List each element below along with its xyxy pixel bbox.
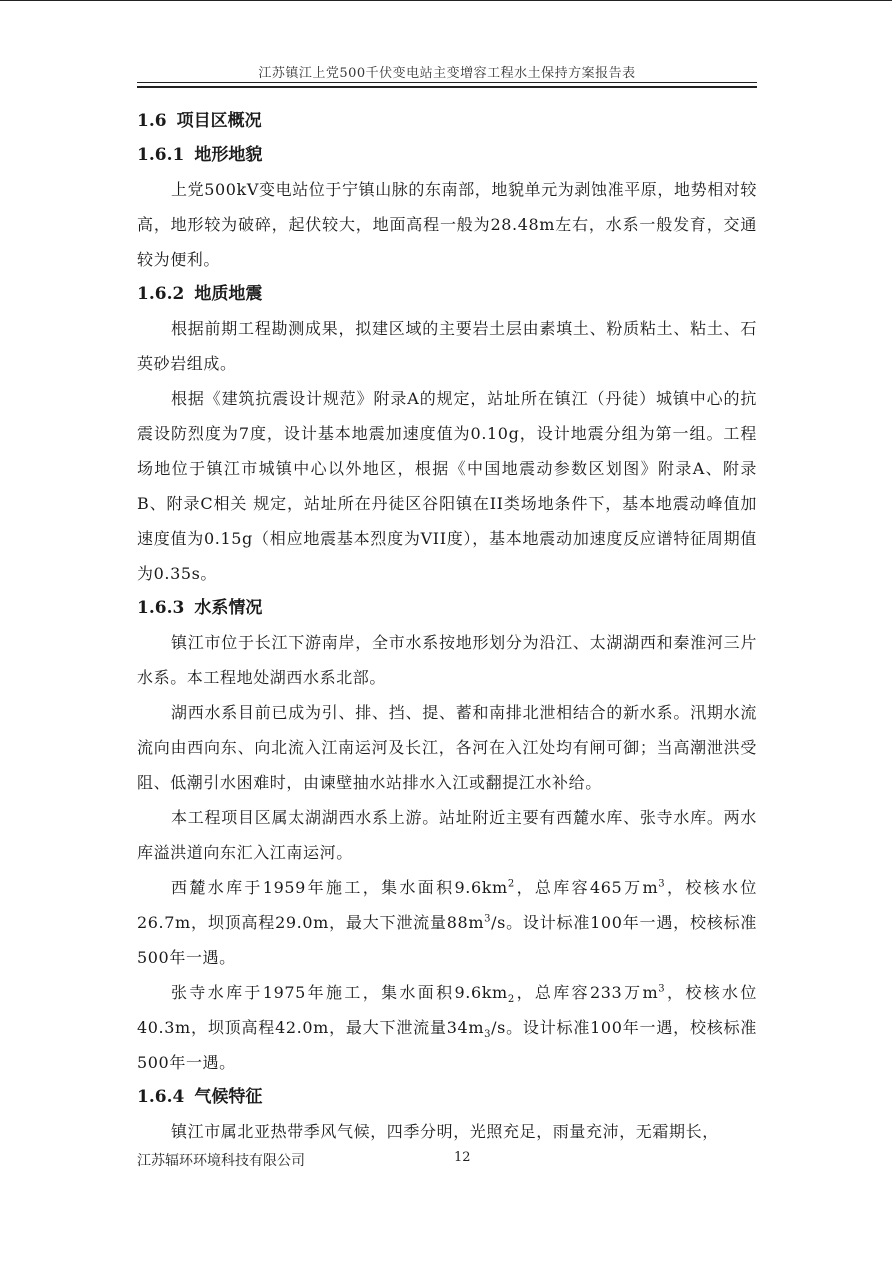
paragraph-reservoir-zhangsi: 张寺水库于1975年施工，集水面积$9.6km_2$，总库容233万$m^3$，校核水位40.3m，坝顶高程42.0m，最大下泄流量$34m_3/s$。设计标准100年一遇，校核标准500年一遇。 xyxy=(137,983,757,1072)
subsection-heading-hydrology xyxy=(137,591,757,625)
paragraph-reservoir-xilu: 西麓水库于1959年施工，集水面积$9.6km^2$，总库容465万$m^3$，校核水位26.7m，坝顶高程29.0m，最大下泄流量$88m^3/s$。设计标准100年一遇，校核标准500年一遇。 xyxy=(137,878,757,967)
paragraph: 本工程项目区属太湖湖西水系上游。站址附近主要有西麓水库、张寺水库。两水库溢洪道向东汇入江南运河。 xyxy=(137,808,757,862)
page-body xyxy=(137,104,757,1149)
subsection-title: 气候特征 xyxy=(194,1087,263,1107)
subsection-number: 1.6.2 xyxy=(137,284,185,304)
running-header: 江苏镇江上党500千伏变电站主变增容工程水土保持方案报告表 xyxy=(258,66,636,81)
subsection-heading-terrain xyxy=(137,138,757,172)
section-heading xyxy=(137,104,757,138)
header-rule-thick xyxy=(137,86,757,88)
paragraph: 湖西水系目前已成为引、排、挡、提、蓄和南排北泄相结合的新水系。汛期水流流向由西向东、向北流入江南运河及长江，各河在入江处均有闸可御；当高潮泄洪受阻、低潮引水困难时，由谏壁抽水站排水入江或翻提江水补给。 xyxy=(137,703,757,792)
footer-company: 江苏辐环环境科技有限公司 xyxy=(137,1153,305,1169)
subsection-number: 1.6.3 xyxy=(137,598,185,618)
subsection-title: 水系情况 xyxy=(194,598,263,618)
page-top-border xyxy=(0,0,892,1)
subsection-title: 地质地震 xyxy=(194,284,263,304)
subsection-number: 1.6.4 xyxy=(137,1087,185,1107)
paragraph: 上党500kV变电站位于宁镇山脉的东南部，地貌单元为剥蚀准平原，地势相对较高，地形较为破碎，起伏较大，地面高程一般为28.48m左右，水系一般发育，交通较为便利。 xyxy=(137,180,757,269)
page-number: 12 xyxy=(454,1150,471,1165)
header-rule-thin xyxy=(137,82,757,83)
paragraph: 根据《建筑抗震设计规范》附录A的规定，站址所在镇江（丹徒）城镇中心的抗震设防烈度为7度，设计基本地震加速度值为0.10g，设计地震分组为第一组。工程场地位于镇江市城镇中心以外地区，根据《中国地震动参数区划图》附录A、附录B、附录C相关 规定，站址所在丹徒区谷阳镇在II类场地条件下，基本地震动峰值加速度值为0.15g（相应地震基本烈度为VII度），基本地震动加速度反应谱特征周期值为0.35s。 xyxy=(137,389,757,583)
paragraph: 镇江市位于长江下游南岸，全市水系按地形划分为沿江、太湖湖西和秦淮河三片水系。本工程地处湖西水系北部。 xyxy=(137,633,757,687)
subsection-heading-climate xyxy=(137,1080,757,1114)
section-title: 项目区概况 xyxy=(176,111,262,131)
subsection-title: 地形地貌 xyxy=(194,145,263,165)
paragraph: 镇江市属北亚热带季风气候，四季分明，光照充足，雨量充沛，无霜期长， xyxy=(171,1122,719,1141)
section-number: 1.6 xyxy=(137,111,167,131)
subsection-number: 1.6.1 xyxy=(137,145,185,165)
subsection-heading-geology xyxy=(137,277,757,311)
paragraph: 根据前期工程勘测成果，拟建区域的主要岩土层由素填土、粉质粘土、粘土、石英砂岩组成。 xyxy=(137,319,757,373)
